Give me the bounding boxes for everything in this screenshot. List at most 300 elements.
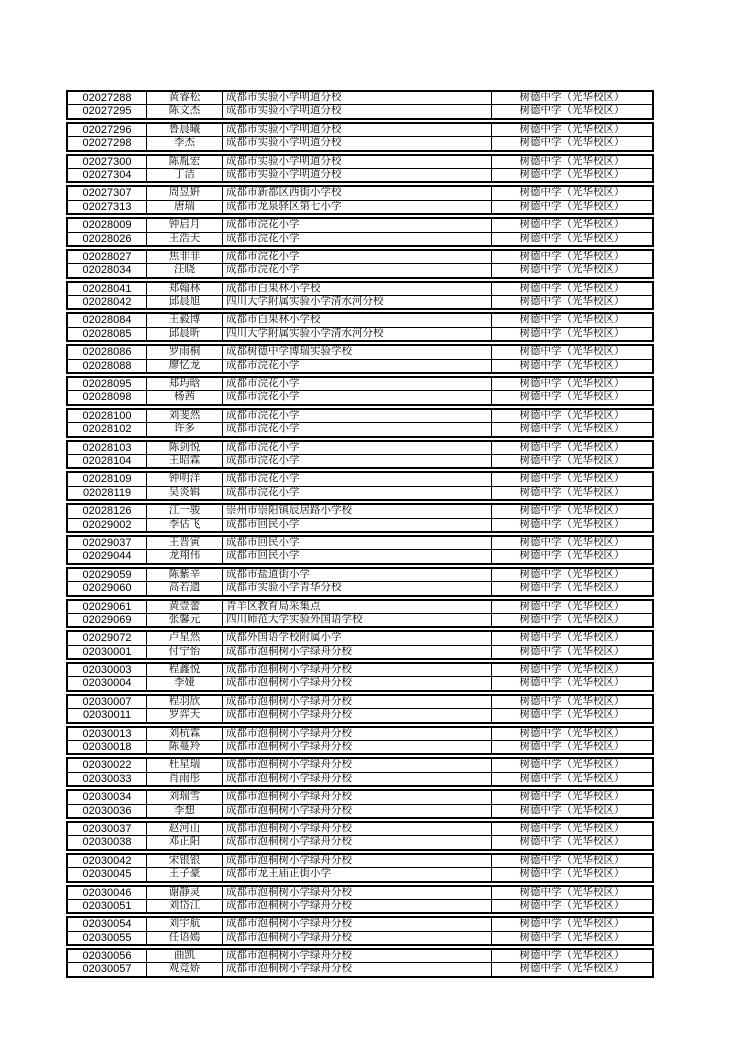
table-row: [68, 200, 652, 213]
student-id-cell: 02030013: [68, 728, 147, 740]
table-row: [68, 327, 652, 340]
student-id-cell: 02027300: [68, 156, 147, 168]
table-row: [68, 486, 652, 499]
student-id-cell: 02028034: [68, 264, 147, 276]
primary-school-cell: 成都市浣花小学: [223, 442, 492, 454]
student-name-cell: 丁洁: [147, 169, 223, 181]
row-group: [66, 344, 654, 374]
admitted-school-cell: 树德中学（光华校区）: [519, 822, 625, 834]
primary-school-cell: 成都市浣花小学: [223, 264, 492, 276]
primary-school-cell: 成都市泡桐树小学绿舟分校: [223, 696, 492, 708]
student-id-cell: 02030042: [68, 855, 147, 867]
primary-school-cell: 成都市泡桐树小学绿舟分校: [223, 741, 492, 753]
primary-school-cell: 成都市泡桐树小学绿舟分校: [223, 900, 492, 912]
admitted-school-cell: 树德中学（光华校区）: [519, 105, 625, 117]
table-row: [68, 156, 652, 168]
row-group: [66, 885, 654, 915]
table-row: [68, 295, 652, 308]
student-name-cell: 观竞娇: [147, 963, 223, 975]
primary-school-cell: 成都市龙王庙正街小学: [223, 868, 492, 880]
student-id-cell: 02027295: [68, 105, 147, 117]
student-id-cell: 02030051: [68, 900, 147, 912]
table-row: [68, 537, 652, 549]
admitted-school-cell: 树德中学（光华校区）: [519, 200, 625, 212]
table-row: [68, 887, 652, 899]
primary-school-cell: 青羊区教育局采集点: [223, 601, 492, 613]
table-row: [68, 728, 652, 740]
row-group: [66, 757, 654, 787]
row-group: [66, 694, 654, 724]
table-row: [68, 232, 652, 245]
student-id-cell: 02030033: [68, 773, 147, 785]
table-row: [68, 791, 652, 803]
student-id-cell: 02029044: [68, 550, 147, 562]
table-row: [68, 613, 652, 626]
admitted-school-cell: 树德中学（光华校区）: [519, 505, 625, 517]
admitted-school-cell: 树德中学（光华校区）: [519, 409, 625, 421]
admitted-school-cell: 树德中学（光华校区）: [519, 359, 625, 371]
table-row: [68, 601, 652, 613]
admitted-school-cell: 树德中学（光华校区）: [519, 423, 625, 435]
student-id-cell: 02030007: [68, 696, 147, 708]
admitted-school-cell: 树德中学（光华校区）: [519, 600, 625, 612]
student-name-cell: 张馨元: [147, 614, 223, 626]
primary-school-cell: 成都市泡桐树小学绿舟分校: [223, 855, 492, 867]
row-group: [66, 312, 654, 342]
student-id-cell: 02029069: [68, 614, 147, 626]
admitted-school-cell: 树德中学（光华校区）: [519, 741, 625, 753]
student-id-cell: 02028009: [68, 219, 147, 231]
student-name-cell: 李估飞: [147, 519, 223, 531]
table-row: [68, 346, 652, 358]
student-id-cell: 02028042: [68, 296, 147, 308]
table-row: [68, 931, 652, 944]
row-group: [66, 154, 654, 184]
table-row: [68, 168, 652, 181]
admitted-school-cell: 树德中学（光华校区）: [519, 296, 625, 308]
admitted-school-cell: 树德中学（光华校区）: [519, 886, 625, 898]
student-name-cell: 王子豪: [147, 868, 223, 880]
row-group: [66, 916, 654, 946]
table-row: [68, 473, 652, 485]
student-name-cell: 谢静灵: [147, 887, 223, 899]
student-id-cell: 02029072: [68, 632, 147, 644]
student-name-cell: 邓正阳: [147, 836, 223, 848]
student-id-cell: 02027288: [68, 92, 147, 104]
table-row: [68, 283, 652, 295]
student-id-cell: 02030034: [68, 791, 147, 803]
row-group: [66, 726, 654, 756]
admitted-school-cell: 树德中学（光华校区）: [519, 346, 625, 358]
primary-school-cell: 成都市泡桐树小学绿舟分校: [223, 950, 492, 962]
admitted-school-cell: 树德中学（光华校区）: [519, 250, 625, 262]
primary-school-cell: 成都树德中学博瑞实验学校: [223, 346, 492, 358]
student-id-cell: 02028104: [68, 455, 147, 467]
admitted-school-cell: 树德中学（光华校区）: [519, 486, 625, 498]
primary-school-cell: 成都市泡桐树小学绿舟分校: [223, 709, 492, 721]
admitted-school-cell: 树德中学（光华校区）: [519, 568, 625, 580]
admitted-school-cell: 树德中学（光华校区）: [519, 868, 625, 880]
student-id-cell: 02030018: [68, 741, 147, 753]
table-row: [68, 251, 652, 263]
admitted-school-cell: 树德中学（光华校区）: [519, 695, 625, 707]
row-group: [66, 948, 654, 978]
primary-school-cell: 成都市泡桐树小学绿舟分校: [223, 728, 492, 740]
primary-school-cell: 成都市泡桐树小学绿舟分校: [223, 918, 492, 930]
admitted-school-cell: 树德中学（光华校区）: [519, 791, 625, 803]
admitted-school-cell: 树德中学（光华校区）: [519, 378, 625, 390]
table-row: [68, 124, 652, 136]
admitted-school-cell: 树德中学（光华校区）: [519, 854, 625, 866]
student-id-cell: 02028109: [68, 473, 147, 485]
admitted-school-cell: 树德中学（光华校区）: [519, 677, 625, 689]
student-id-cell: 02029061: [68, 601, 147, 613]
row-group: [66, 440, 654, 470]
student-id-cell: 02030054: [68, 918, 147, 930]
student-name-cell: 李娅: [147, 677, 223, 689]
admitted-school-cell: 树德中学（光华校区）: [519, 391, 625, 403]
primary-school-cell: 成都市新都区西街小学校: [223, 187, 492, 199]
table-row: [68, 676, 652, 689]
student-id-cell: 02029059: [68, 569, 147, 581]
row-group: [66, 599, 654, 629]
primary-school-cell: 成都市实验小学明道分校: [223, 124, 492, 136]
student-id-cell: 02027304: [68, 169, 147, 181]
admitted-school-cell: 树德中学（光华校区）: [519, 899, 625, 911]
admitted-school-cell: 树德中学（光华校区）: [519, 632, 625, 644]
admitted-school-cell: 树德中学（光华校区）: [519, 314, 625, 326]
admitted-school-cell: 树德中学（光华校区）: [519, 155, 625, 167]
table-row: [68, 104, 652, 117]
student-name-cell: 汪晓: [147, 264, 223, 276]
student-id-cell: 02029002: [68, 519, 147, 531]
row-group: [66, 630, 654, 660]
row-group: [66, 281, 654, 311]
student-name-cell: 李杰: [147, 137, 223, 149]
student-id-cell: 02029037: [68, 537, 147, 549]
table-row: [68, 518, 652, 531]
student-name-cell: 罗弈天: [147, 709, 223, 721]
admitted-school-cell: 树德中学（光华校区）: [519, 282, 625, 294]
admitted-school-cell: 树德中学（光华校区）: [519, 613, 625, 625]
student-id-cell: 02030011: [68, 709, 147, 721]
table-row: [68, 664, 652, 676]
row-group: [66, 853, 654, 883]
student-id-cell: 02027298: [68, 137, 147, 149]
student-name-cell: 廖忆龙: [147, 360, 223, 372]
student-id-cell: 02028088: [68, 360, 147, 372]
student-id-cell: 02028086: [68, 346, 147, 358]
admitted-school-cell: 树德中学（光华校区）: [519, 759, 625, 771]
table-row: [68, 136, 652, 149]
table-row: [68, 359, 652, 372]
student-id-cell: 02027307: [68, 187, 147, 199]
admitted-school-cell: 树德中学（光华校区）: [519, 327, 625, 339]
table-row: [68, 708, 652, 721]
primary-school-cell: 成都市浣花小学: [223, 391, 492, 403]
student-name-cell: 刘瑞雪: [147, 791, 223, 803]
student-name-cell: 罗雨桐: [147, 346, 223, 358]
table-row: [68, 187, 652, 199]
admitted-school-cell: 树德中学（光华校区）: [519, 550, 625, 562]
primary-school-cell: 成都市泡桐树小学绿舟分校: [223, 836, 492, 848]
student-id-cell: 02030037: [68, 823, 147, 835]
primary-school-cell: 成都市浣花小学: [223, 251, 492, 263]
row-group: [66, 249, 654, 279]
student-name-cell: 杜星瑞: [147, 759, 223, 771]
student-name-cell: 吴炎辑: [147, 487, 223, 499]
student-name-cell: 黄睿松: [147, 92, 223, 104]
table-row: [68, 410, 652, 422]
admitted-school-cell: 树德中学（光华校区）: [519, 950, 625, 962]
student-id-cell: 02030045: [68, 868, 147, 880]
primary-school-cell: 成都市回民小学: [223, 550, 492, 562]
student-name-cell: 刘斐然: [147, 410, 223, 422]
student-id-cell: 02028084: [68, 314, 147, 326]
student-name-cell: 周昱姸: [147, 187, 223, 199]
primary-school-cell: 成都市浣花小学: [223, 473, 492, 485]
primary-school-cell: 成都市龙泉驿区第七小学: [223, 201, 492, 213]
student-name-cell: 刘杭霖: [147, 728, 223, 740]
student-name-cell: 陈文杰: [147, 105, 223, 117]
table-row: [68, 390, 652, 403]
student-name-cell: 陈胤宏: [147, 156, 223, 168]
table-row: [68, 549, 652, 562]
student-name-cell: 杨茜: [147, 391, 223, 403]
table-row: [68, 92, 652, 104]
admitted-school-cell: 树德中学（光华校区）: [519, 727, 625, 739]
admitted-school-cell: 树德中学（光华校区）: [519, 441, 625, 453]
row-group: [66, 662, 654, 692]
primary-school-cell: 成都市泡桐树小学绿舟分校: [223, 791, 492, 803]
student-name-cell: 邱晨旭: [147, 296, 223, 308]
primary-school-cell: 成都市回民小学: [223, 537, 492, 549]
primary-school-cell: 成都市实验小学明道分校: [223, 92, 492, 104]
primary-school-cell: 成都市白果林小学校: [223, 283, 492, 295]
student-id-cell: 02030038: [68, 836, 147, 848]
admitted-school-cell: 树德中学（光华校区）: [519, 168, 625, 180]
primary-school-cell: 成都市泡桐树小学绿舟分校: [223, 805, 492, 817]
student-name-cell: 李想: [147, 805, 223, 817]
table-row: [68, 804, 652, 817]
table-row: [68, 378, 652, 390]
student-name-cell: 任语嫣: [147, 932, 223, 944]
student-id-cell: 02028100: [68, 410, 147, 422]
student-id-cell: 02028085: [68, 328, 147, 340]
primary-school-cell: 成都市泡桐树小学绿舟分校: [223, 677, 492, 689]
student-id-cell: 02029060: [68, 582, 147, 594]
student-name-cell: 陈紫辛: [147, 569, 223, 581]
admitted-school-cell: 树德中学（光华校区）: [519, 772, 625, 784]
student-name-cell: 卢星然: [147, 632, 223, 644]
student-name-cell: 陈剑悦: [147, 442, 223, 454]
admitted-school-cell: 树德中学（光华校区）: [519, 264, 625, 276]
primary-school-cell: 成都市实验小学明道分校: [223, 156, 492, 168]
primary-school-cell: 成都市浣花小学: [223, 487, 492, 499]
primary-school-cell: 崇州市崇阳镇辰居路小学校: [223, 505, 492, 517]
admitted-school-cell: 树德中学（光华校区）: [519, 187, 625, 199]
row-group: [66, 90, 654, 120]
primary-school-cell: 成都市浣花小学: [223, 378, 492, 390]
student-name-cell: 程鑫悦: [147, 664, 223, 676]
admission-table: [66, 90, 654, 980]
row-group: [66, 535, 654, 565]
student-id-cell: 02027313: [68, 201, 147, 213]
table-row: [68, 581, 652, 594]
student-name-cell: 王毅博: [147, 314, 223, 326]
primary-school-cell: 成都市实验小学明道分校: [223, 137, 492, 149]
student-name-cell: 钟启月: [147, 219, 223, 231]
table-row: [68, 855, 652, 867]
row-group: [66, 567, 654, 597]
student-name-cell: 付宁怡: [147, 646, 223, 658]
table-row: [68, 772, 652, 785]
student-id-cell: 02030003: [68, 664, 147, 676]
student-name-cell: 邱晨昕: [147, 328, 223, 340]
table-row: [68, 950, 652, 962]
table-row: [68, 823, 652, 835]
student-name-cell: 郑翰林: [147, 283, 223, 295]
table-row: [68, 422, 652, 435]
admitted-school-cell: 树德中学（光华校区）: [519, 664, 625, 676]
admitted-school-cell: 树德中学（光华校区）: [519, 836, 625, 848]
student-name-cell: 肖雨彤: [147, 773, 223, 785]
table-row: [68, 442, 652, 454]
student-name-cell: 曲凯: [147, 950, 223, 962]
primary-school-cell: 成都市浣花小学: [223, 233, 492, 245]
student-name-cell: 黄壹蕾: [147, 601, 223, 613]
primary-school-cell: 成都市泡桐树小学绿舟分校: [223, 759, 492, 771]
student-name-cell: 陈蔓羚: [147, 741, 223, 753]
primary-school-cell: 成都市浣花小学: [223, 410, 492, 422]
student-name-cell: 鲁晨曦: [147, 124, 223, 136]
row-group: [66, 503, 654, 533]
table-row: [68, 314, 652, 326]
primary-school-cell: 成都市泡桐树小学绿舟分校: [223, 823, 492, 835]
student-name-cell: 程羽欣: [147, 696, 223, 708]
row-group: [66, 122, 654, 152]
student-id-cell: 02028119: [68, 487, 147, 499]
table-row: [68, 263, 652, 276]
admitted-school-cell: 树德中学（光华校区）: [519, 123, 625, 135]
primary-school-cell: 成都市浣花小学: [223, 219, 492, 231]
student-id-cell: 02028095: [68, 378, 147, 390]
table-row: [68, 569, 652, 581]
table-row: [68, 759, 652, 771]
admitted-school-cell: 树德中学（光华校区）: [519, 963, 625, 975]
student-name-cell: 唐瑞: [147, 201, 223, 213]
table-row: [68, 918, 652, 930]
primary-school-cell: 成都市泡桐树小学绿舟分校: [223, 932, 492, 944]
primary-school-cell: 成都市泡桐树小学绿舟分校: [223, 773, 492, 785]
student-id-cell: 02028026: [68, 233, 147, 245]
primary-school-cell: 成都市回民小学: [223, 519, 492, 531]
student-id-cell: 02030022: [68, 759, 147, 771]
table-row: [68, 899, 652, 912]
table-row: [68, 632, 652, 644]
primary-school-cell: 成都市盐道街小学: [223, 569, 492, 581]
student-name-cell: 高若遗: [147, 582, 223, 594]
student-name-cell: 龙翔伟: [147, 550, 223, 562]
student-name-cell: 刘岱江: [147, 900, 223, 912]
primary-school-cell: 四川大学附属实验小学清水河分校: [223, 296, 492, 308]
row-group: [66, 789, 654, 819]
admitted-school-cell: 树德中学（光华校区）: [519, 536, 625, 548]
admitted-school-cell: 树德中学（光华校区）: [519, 219, 625, 231]
admitted-school-cell: 树德中学（光华校区）: [519, 918, 625, 930]
student-id-cell: 02030046: [68, 887, 147, 899]
student-name-cell: 王晋寅: [147, 537, 223, 549]
student-id-cell: 02030004: [68, 677, 147, 689]
admitted-school-cell: 树德中学（光华校区）: [519, 709, 625, 721]
primary-school-cell: 成都市泡桐树小学绿舟分校: [223, 646, 492, 658]
student-id-cell: 02028041: [68, 283, 147, 295]
table-row: [68, 505, 652, 517]
table-row: [68, 696, 652, 708]
table-row: [68, 454, 652, 467]
primary-school-cell: 成都市实验小学明道分校: [223, 169, 492, 181]
admitted-school-cell: 树德中学（光华校区）: [519, 454, 625, 466]
student-id-cell: 02030057: [68, 963, 147, 975]
row-group: [66, 376, 654, 406]
admitted-school-cell: 树德中学（光华校区）: [519, 92, 625, 103]
table-row: [68, 962, 652, 975]
primary-school-cell: 成都市泡桐树小学绿舟分校: [223, 887, 492, 899]
primary-school-cell: 成都市白果林小学校: [223, 314, 492, 326]
student-id-cell: 02028102: [68, 423, 147, 435]
admitted-school-cell: 树德中学（光华校区）: [519, 645, 625, 657]
admitted-school-cell: 树德中学（光华校区）: [519, 137, 625, 149]
student-id-cell: 02028027: [68, 251, 147, 263]
primary-school-cell: 成都市浣花小学: [223, 455, 492, 467]
row-group: [66, 471, 654, 501]
primary-school-cell: 成都市实验小学明道分校: [223, 105, 492, 117]
primary-school-cell: 成都市实验小学青华分校: [223, 582, 492, 594]
row-group: [66, 185, 654, 215]
table-row: [68, 740, 652, 753]
admitted-school-cell: 树德中学（光华校区）: [519, 232, 625, 244]
admitted-school-cell: 树德中学（光华校区）: [519, 518, 625, 530]
student-name-cell: 赵河山: [147, 823, 223, 835]
row-group: [66, 821, 654, 851]
table-row: [68, 219, 652, 231]
row-group: [66, 408, 654, 438]
student-name-cell: 江一骏: [147, 505, 223, 517]
table-row: [68, 645, 652, 658]
admitted-school-cell: 树德中学（光华校区）: [519, 582, 625, 594]
admitted-school-cell: 树德中学（光华校区）: [519, 931, 625, 943]
admitted-school-cell: 树德中学（光华校区）: [519, 804, 625, 816]
student-id-cell: 02030056: [68, 950, 147, 962]
table-row: [68, 835, 652, 848]
student-name-cell: 王浩天: [147, 233, 223, 245]
student-id-cell: 02030036: [68, 805, 147, 817]
primary-school-cell: 成都市泡桐树小学绿舟分校: [223, 963, 492, 975]
primary-school-cell: 成都外国语学校附属小学: [223, 632, 492, 644]
student-name-cell: 焦非非: [147, 251, 223, 263]
primary-school-cell: 成都市泡桐树小学绿舟分校: [223, 664, 492, 676]
student-id-cell: 02028103: [68, 442, 147, 454]
admitted-school-cell: 树德中学（光华校区）: [519, 473, 625, 485]
student-id-cell: 02027296: [68, 124, 147, 136]
row-group: [66, 217, 654, 247]
student-id-cell: 02028098: [68, 391, 147, 403]
student-name-cell: 许多: [147, 423, 223, 435]
primary-school-cell: 四川师范大学实验外国语学校: [223, 614, 492, 626]
student-id-cell: 02030055: [68, 932, 147, 944]
primary-school-cell: 成都市浣花小学: [223, 360, 492, 372]
student-name-cell: 宋银银: [147, 855, 223, 867]
